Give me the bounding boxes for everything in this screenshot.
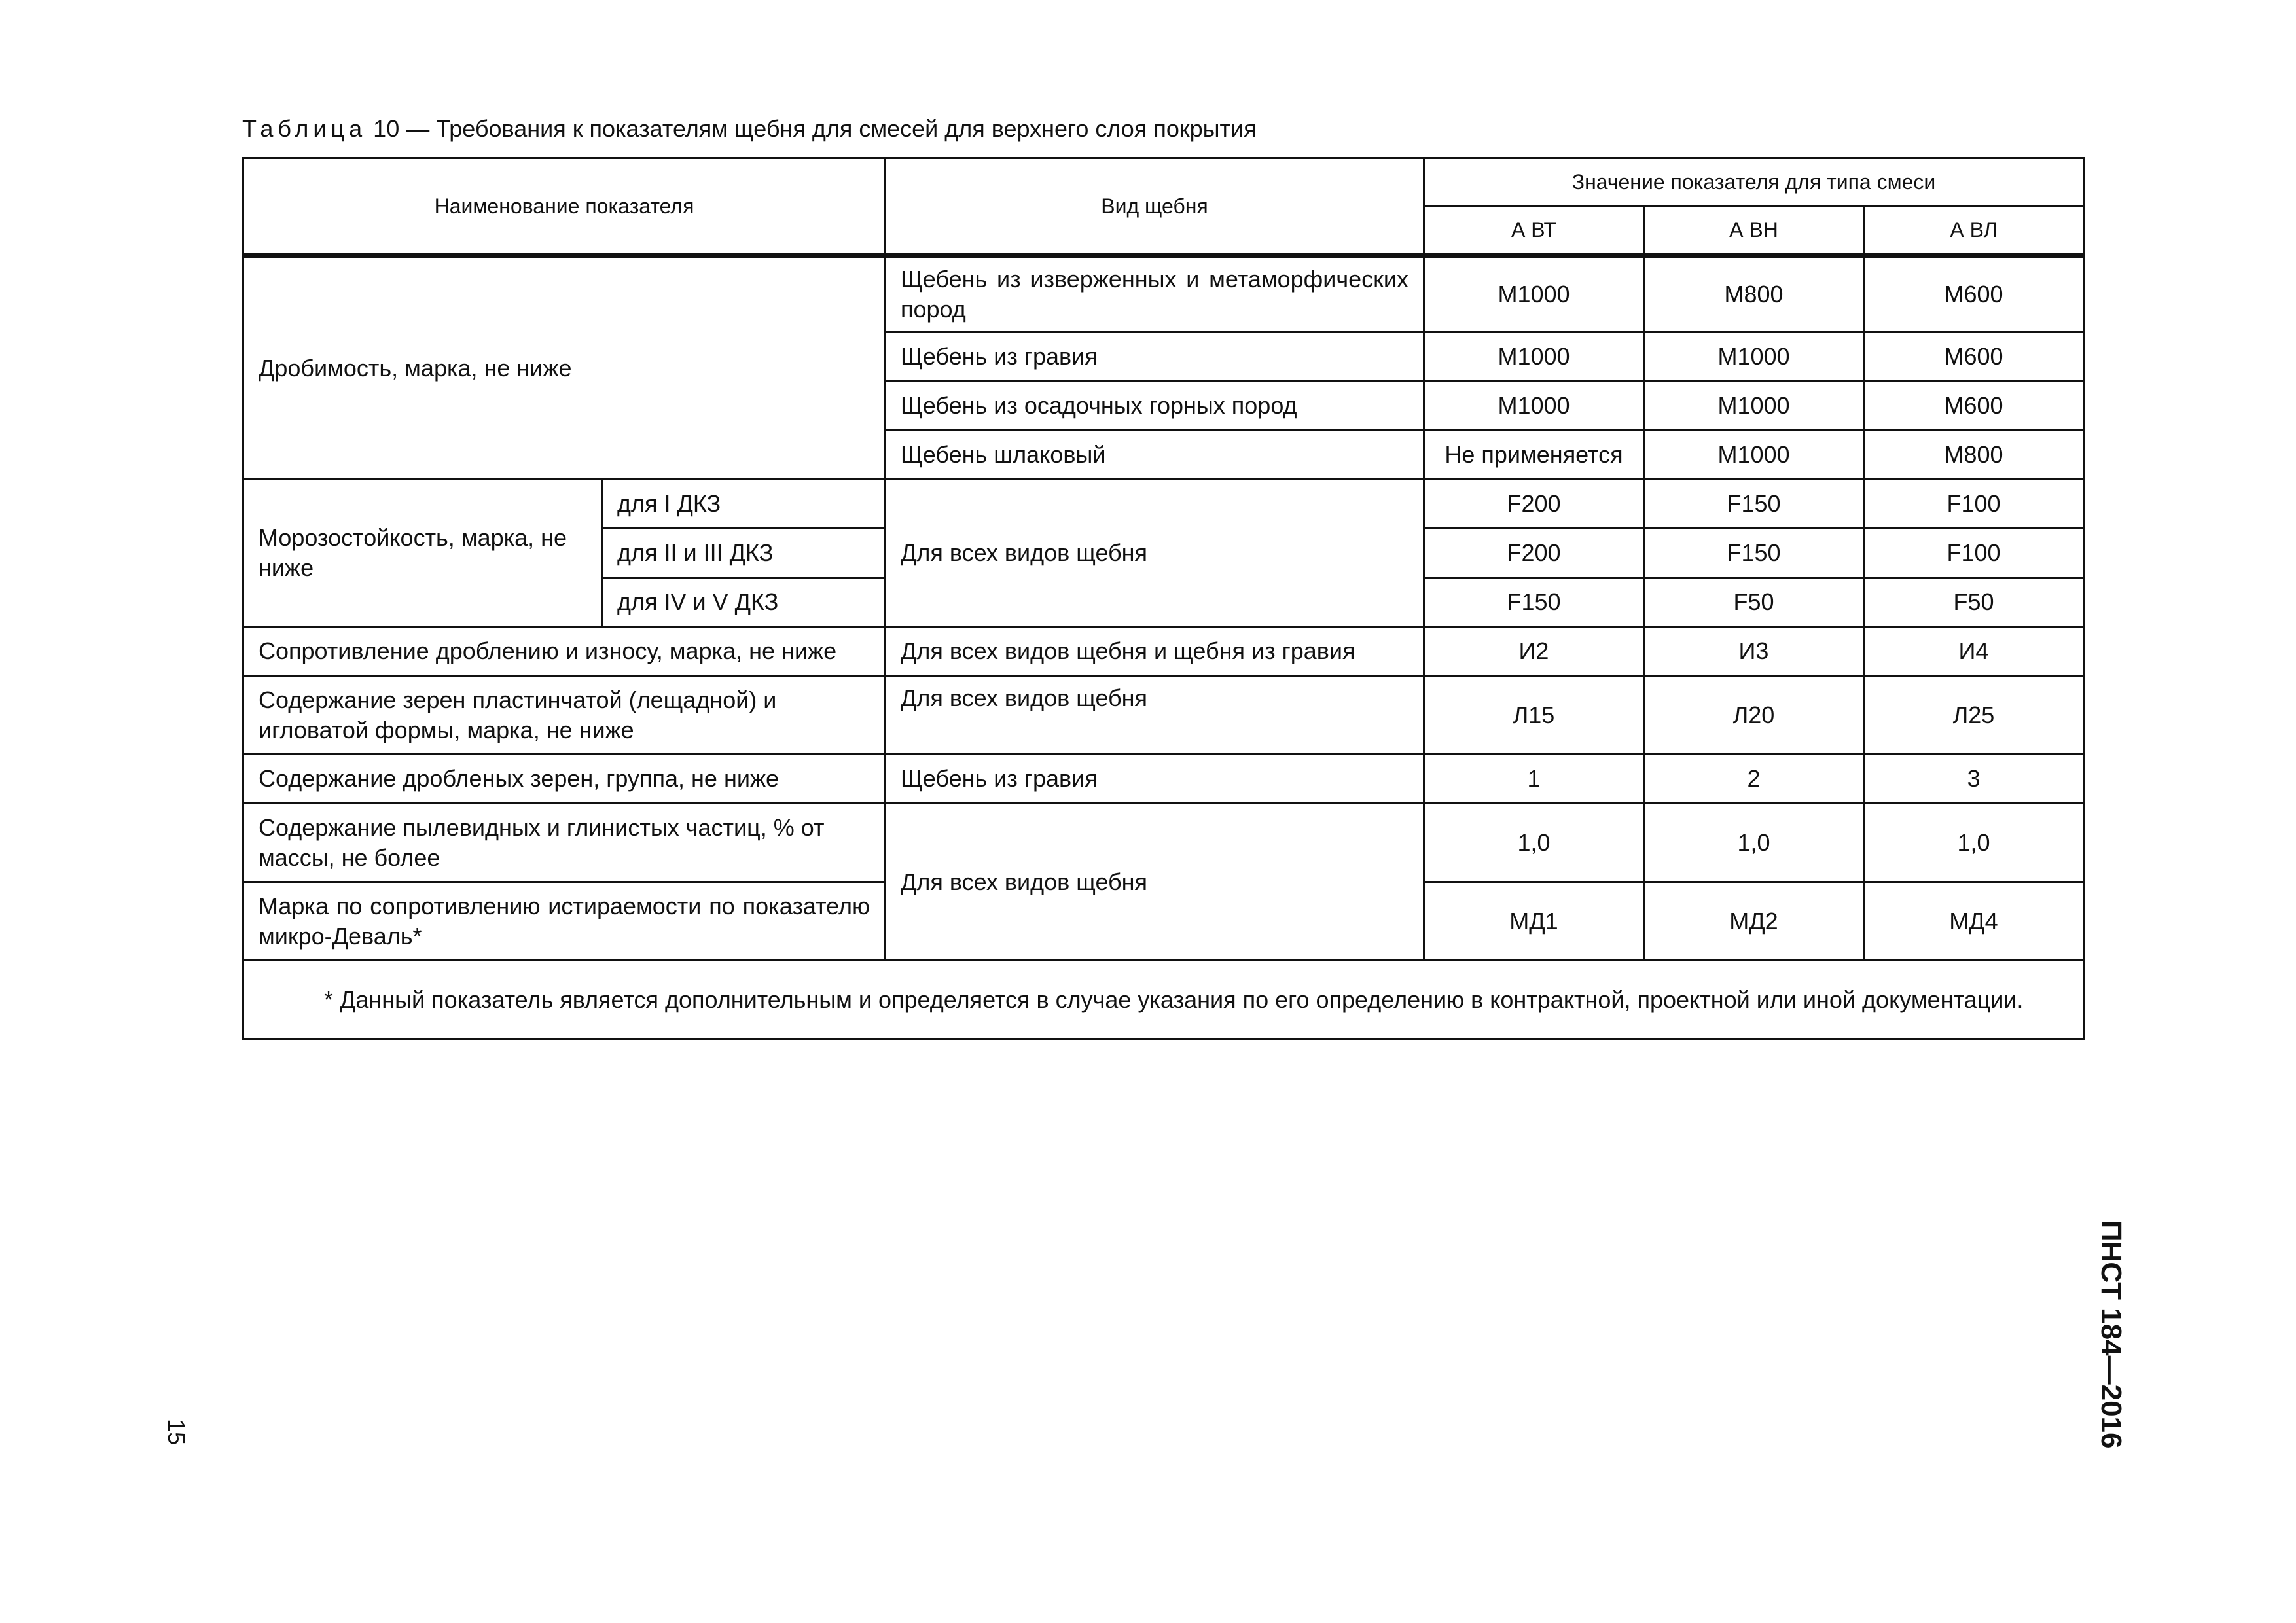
frost-zone: для II и III ДКЗ (602, 529, 886, 578)
value-cell: F150 (1644, 480, 1864, 529)
value-cell: М600 (1864, 255, 2084, 332)
value-cell: МД2 (1644, 882, 1864, 961)
crushability-type-slag: Щебень шлаковый (886, 431, 1424, 480)
dust-label: Содержание пылевидных и глинистых частиц, % от массы, не более (243, 804, 886, 882)
frost-label: Морозостойкость, марка, не ниже (243, 480, 602, 627)
value-cell: F150 (1644, 529, 1864, 578)
value-cell: Л20 (1644, 676, 1864, 755)
header-values: Значение показателя для типа смеси (1424, 158, 2084, 206)
value-cell: М1000 (1644, 431, 1864, 480)
value-cell: М800 (1644, 255, 1864, 332)
value-cell: 1,0 (1864, 804, 2084, 882)
value-cell: М1000 (1424, 382, 1644, 431)
crushability-type-sedimentary: Щебень из осадочных горных пород (886, 382, 1424, 431)
value-cell: И4 (1864, 627, 2084, 676)
table-footnote: * Данный показатель является дополнительным и определяется в случае указания по его определению в контрактной, проектной или иной документации. (243, 961, 2084, 1039)
frost-zone: для I ДКЗ (602, 480, 886, 529)
caption-label: Таблица (242, 115, 367, 142)
value-cell: М600 (1864, 332, 2084, 382)
value-cell: 1,0 (1644, 804, 1864, 882)
value-cell: М600 (1864, 382, 2084, 431)
value-cell: М1000 (1424, 255, 1644, 332)
value-cell: Л25 (1864, 676, 2084, 755)
frost-zone: для IV и V ДКЗ (602, 578, 886, 627)
value-cell: М1000 (1424, 332, 1644, 382)
value-cell: F200 (1424, 480, 1644, 529)
value-cell: МД1 (1424, 882, 1644, 961)
value-cell: 1 (1424, 755, 1644, 804)
value-cell: 1,0 (1424, 804, 1644, 882)
value-cell: F50 (1644, 578, 1864, 627)
value-cell: F100 (1864, 480, 2084, 529)
header-mix-avt: А ВТ (1424, 206, 1644, 256)
value-cell: F100 (1864, 529, 2084, 578)
header-mix-avn: А ВН (1644, 206, 1864, 256)
value-cell: И2 (1424, 627, 1644, 676)
caption-title: — Требования к показателям щебня для смесей для верхнего слоя покрытия (399, 115, 1257, 142)
flaky-label: Содержание зерен пластинчатой (лещадной) и игловатой формы, марка, не ниже (243, 676, 886, 755)
crushability-label: Дробимость, марка, не ниже (243, 255, 886, 480)
crushability-type-gravel: Щебень из гравия (886, 332, 1424, 382)
value-cell: 3 (1864, 755, 2084, 804)
value-cell: F150 (1424, 578, 1644, 627)
caption-number: 10 (373, 115, 400, 142)
header-type: Вид щебня (886, 158, 1424, 256)
abrasion-label: Марка по сопротивлению истираемости по показателю микро-Деваль* (243, 882, 886, 961)
shared-type: Для всех видов щебня (886, 804, 1424, 961)
header-name: Наименование показателя (243, 158, 886, 256)
value-cell: МД4 (1864, 882, 2084, 961)
value-cell: М800 (1864, 431, 2084, 480)
wear-type: Для всех видов щебня и щебня из гравия (886, 627, 1424, 676)
value-cell: М1000 (1644, 382, 1864, 431)
crushed-label: Содержание дробленых зерен, группа, не ниже (243, 755, 886, 804)
value-cell: F200 (1424, 529, 1644, 578)
page-number: 15 (163, 1419, 190, 1446)
value-cell: М1000 (1644, 332, 1864, 382)
value-cell: Не применяется (1424, 431, 1644, 480)
requirements-table (242, 157, 2085, 1040)
table-caption (242, 115, 1257, 143)
value-cell: Л15 (1424, 676, 1644, 755)
document-id: ПНСТ 184—2016 (2095, 1221, 2127, 1449)
value-cell: 2 (1644, 755, 1864, 804)
crushed-type: Щебень из гравия (886, 755, 1424, 804)
flaky-type: Для всех видов щебня (886, 676, 1424, 755)
crushability-type-igneous: Щебень из изверженных и метаморфических пород (886, 255, 1424, 332)
value-cell: F50 (1864, 578, 2084, 627)
value-cell: И3 (1644, 627, 1864, 676)
frost-type: Для всех видов щебня (886, 480, 1424, 627)
wear-label: Сопротивление дроблению и износу, марка, не ниже (243, 627, 886, 676)
header-mix-avl: А ВЛ (1864, 206, 2084, 256)
